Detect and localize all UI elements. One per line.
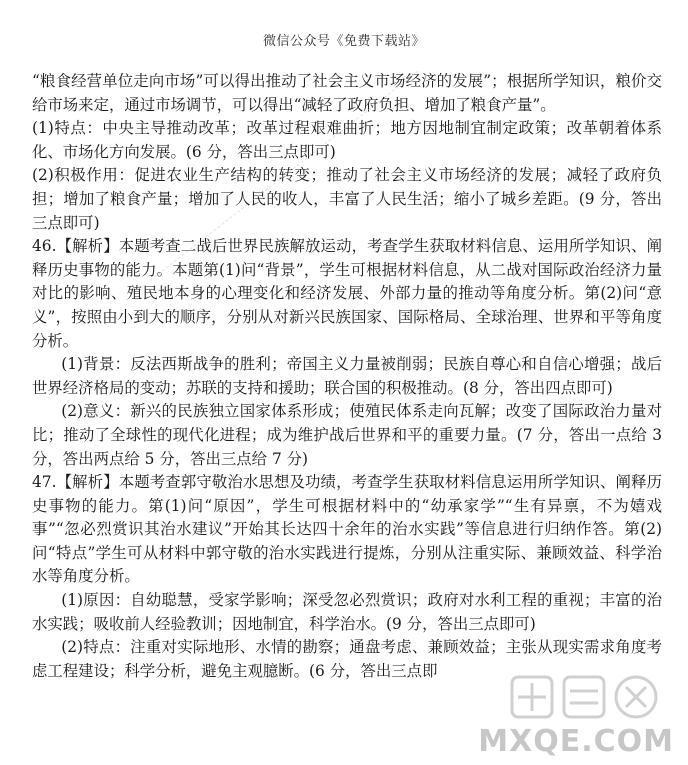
paragraph-47-answer-2: (2)特点：注重对实际地形、水情的勘察；通盘考虑、兼顾效益；主张从现实需求角度考虑工程建设；科学分析，避免主观臆断。(6 分，答出三点即 <box>32 638 662 680</box>
page-header-source: 微信公众号《免费下载站》 <box>262 34 425 49</box>
paragraph-45-material: “粮食经营单位走向市场”可以得出推动了社会主义市场经济的发展”；根据所学知识，粮价交给市场来定，通过市场调节，可以得出“减轻了政府负担、增加了粮食产量”。 <box>32 72 662 114</box>
site-logo-text: MXQE.COM <box>478 724 674 759</box>
paragraph-46-answer-2: (2)意义：新兴的民族独立国家体系形成；使殖民体系走向瓦解；改变了国际政治力量对比；推动了全球性的现代化进程；成为维护战后世界和平的重要力量。(7 分，答出一点给 3 分，答出两点给 5 分，答出三点给 7 分) <box>32 402 662 468</box>
document-body <box>32 70 662 683</box>
paragraph-47-answer-1: (1)原因：自幼聪慧，受家学影响；深受忽必烈赏识；政府对水利工程的重视；丰富的治水实践；吸收前人经验教训；因地制宜，科学治水。(9 分，答出三点即可) <box>32 591 662 633</box>
paragraph-45-answer-2: (2)积极作用：促进农业生产结构的转变；推动了社会主义市场经济的发展；减轻了政府负担；增加了粮食产量；增加了人民的收人，丰富了人民生活；缩小了城乡差距。(9 分，答出三点即可) <box>32 166 662 232</box>
paragraph-46-analysis: 46.【解析】本题考查二战后世界民族解放运动，考查学生获取材料信息、运用所学知识、阐释历史事物的能力。本题第(1)问“背景”，学生可根据材料信息，从二战对国际政治经济力量对比的影响、殖民地本身的心理变化和经济发展、外部力量的推动等角度分析。第(2)问“意义”，按照由小到大的顺序，分别从对新兴民族国家、国际格局、全球治理、世界和平等角度分析。 <box>32 237 662 350</box>
paragraph-45-answer-1: (1)特点：中央主导推动改革；改革过程艰难曲折；地方因地制宜制定政策；改革朝着体系化、市场化方向发展。(6 分，答出三点即可) <box>32 119 662 161</box>
paragraph-46-answer-1: (1)背景：反法西斯战争的胜利；帝国主义力量被削弱；民族自尊心和自信心增强；战后世界经济格局的变动；苏联的支持和援助；联合国的积极推动。(8 分，答出四点即可) <box>32 355 662 397</box>
paragraph-47-analysis: 47.【解析】本题考查郭守敬治水思想及功绩，考查学生获取材料信息运用所学知识、阐释历史事物的能力。第(1)问“原因”，学生可根据材料中的“幼承家学”“生有异禀，不为嬉戏事”“忽必烈赏识其治水建议”开始其长达四十余年的治水实践”等信息进行归纳作答。第(2)问“特点”学生可从材料中郭守敬的治水实践进行提炼，分别从注重实际、兼顾效益、科学治水等角度分析。 <box>32 473 662 586</box>
